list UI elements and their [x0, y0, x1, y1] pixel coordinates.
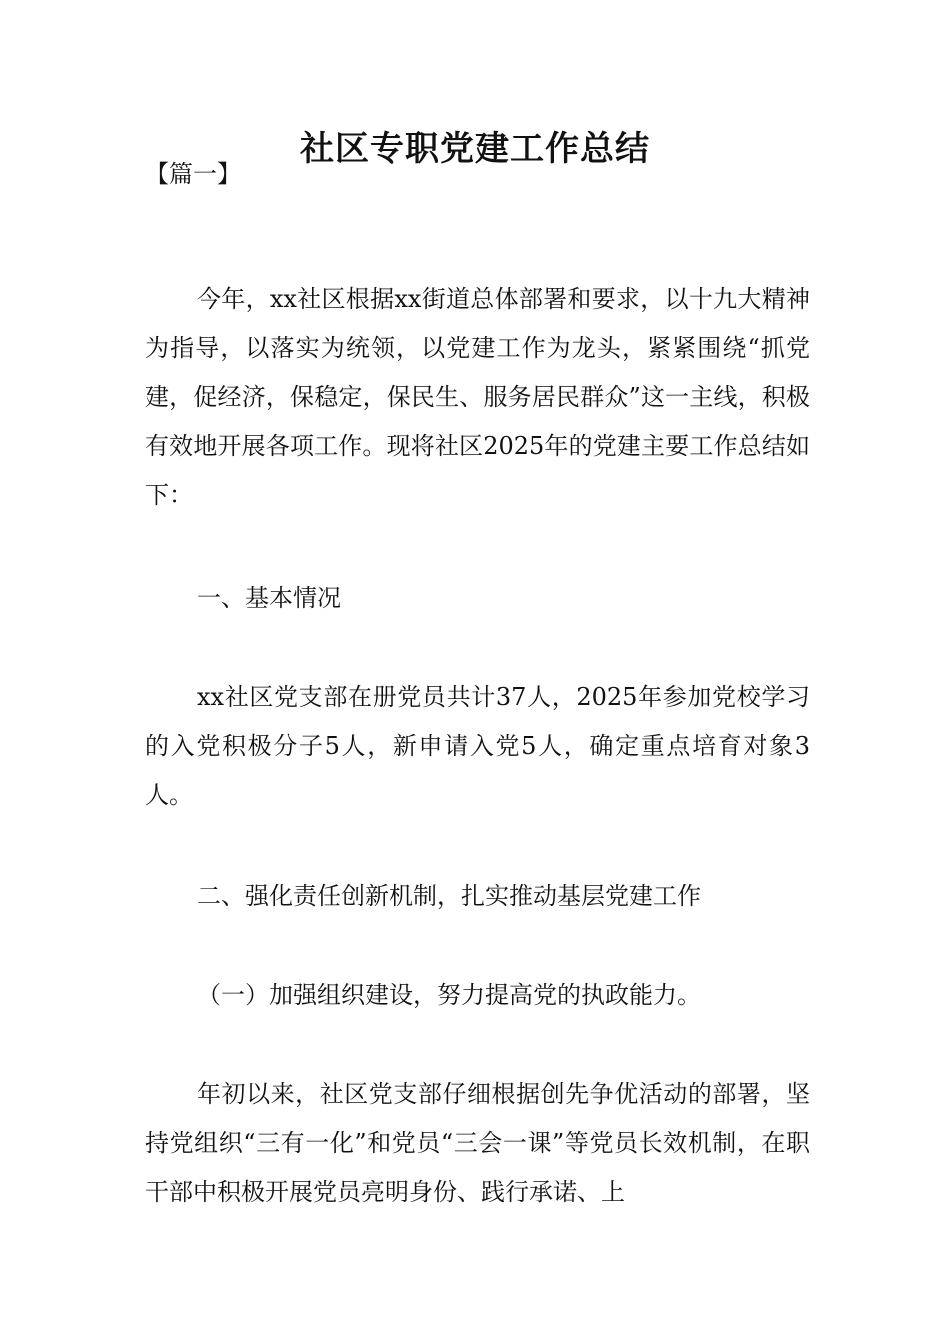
subheading-organization-building: （一）加强组织建设，努力提高党的执政能力。 — [197, 981, 701, 1009]
document-title: 社区专职党建工作总结 — [300, 129, 650, 169]
intro-paragraph: 今年，xx社区根据xx街道总体部署和要求，以十九大精神为指导，以落实为统领，以党建工作为龙头，紧紧围绕“抓党建，促经济，保稳定，保民生、服务居民群众”这一主线，积极有效地开展各项工作。现将社区2025年的党建主要工作总结如下： — [145, 285, 810, 509]
paragraph-basic-situation: xx社区党支部在册党员共计37人，2025年参加党校学习的入党积极分子5人，新申请入党5人，确定重点培育对象3人。 — [145, 683, 810, 809]
heading-basic-situation: 一、基本情况 — [197, 584, 341, 612]
section-tag: 【篇一】 — [145, 160, 241, 188]
paragraph-organization-building: 年初以来，社区党支部仔细根据创先争优活动的部署，坚持党组织“三有一化”和党员“三会一课”等党员长效机制，在职干部中积极开展党员亮明身份、践行承诺、上 — [145, 1080, 810, 1206]
heading-strengthen-responsibility: 二、强化责任创新机制，扎实推动基层党建工作 — [197, 882, 701, 910]
